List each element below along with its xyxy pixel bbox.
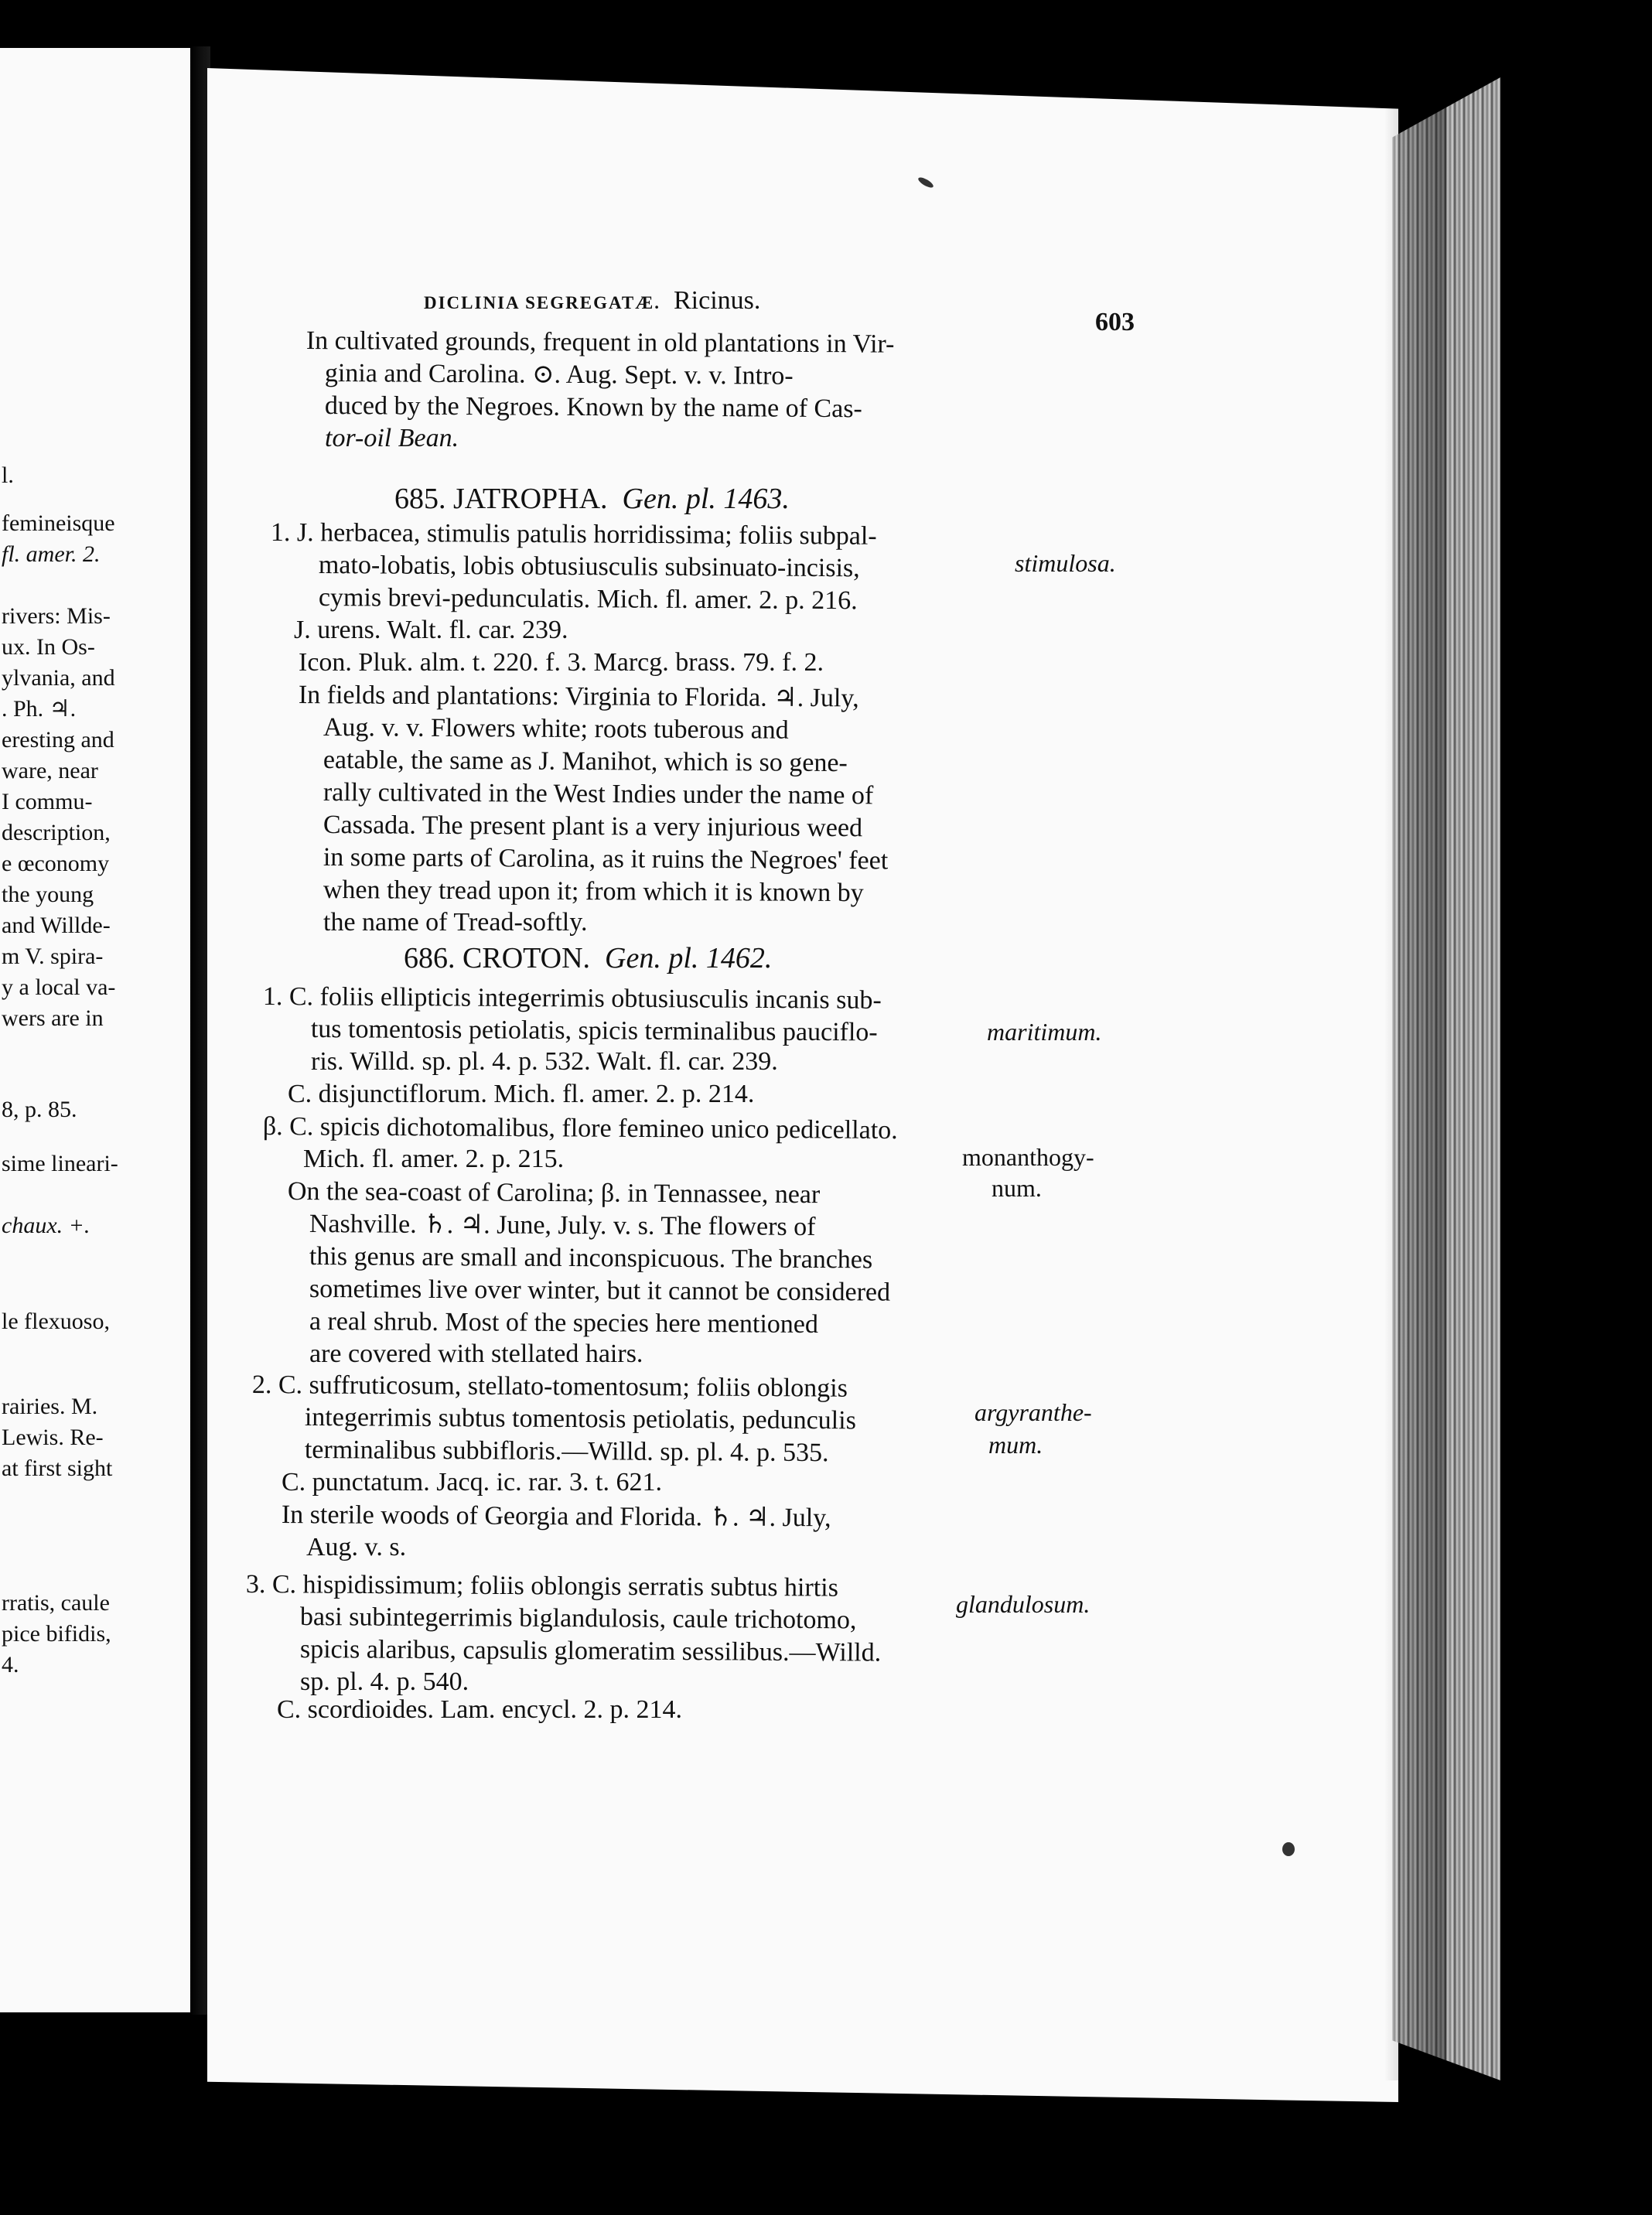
text-line: 1. J. herbacea, stimulis patulis horridissima; foliis subpal- [270,518,877,551]
text-line: terminalibus subbifloris.—Willd. sp. pl. 4. p. 535. [304,1435,829,1468]
text-line: 1. C. foliis ellipticis integerrimis obtusiusculis incanis sub- [262,982,882,1015]
text-line: C. disjunctiflorum. Mich. fl. amer. 2. p. 214. [288,1080,755,1108]
running-head [424,288,760,314]
text-line: eatable, the same as J. Manihot, which is so gene- [323,746,848,778]
left-line: pice bifidis, [2,1621,111,1647]
intro-line: In cultivated grounds, frequent in old plantations in Vir- [305,326,895,359]
margin-name: stimulosa. [1015,549,1116,577]
page-number: 603 [1095,308,1135,336]
genus-name: 686. CROTON. [404,942,591,974]
text-line: Aug. v. s. [306,1533,407,1561]
intro-line: duced by the Negroes. Known by the name of Cas- [324,391,862,424]
intro-line: tor-oil Bean. [325,424,459,452]
left-line: e œconomy [2,851,110,876]
text-line: basi subintegerrimis biglandulosis, caule trichotomo, [299,1602,857,1635]
left-line: rivers: Mis- [2,603,111,629]
text-line: ris. Willd. sp. pl. 4. p. 532. Walt. fl. car. 239. [311,1047,778,1076]
intro-line: ginia and Carolina. ⊙. Aug. Sept. v. v. Intro- [324,359,794,391]
text-line: J. urens. Walt. fl. car. 239. [294,616,568,644]
left-line: chaux. +. [2,1213,90,1238]
left-line: ux. In Os- [2,634,95,660]
print-speck [1282,1842,1295,1856]
left-line: l. [2,462,14,488]
left-page-fragment [0,48,190,2012]
left-line: I commu- [2,789,93,814]
text-line: cymis brevi-pedunculatis. Mich. fl. amer. 2. p. 216. [318,583,858,616]
left-line: 8, p. 85. [2,1097,77,1122]
text-line: tus tomentosis petiolatis, spicis terminalibus pauciflo- [310,1015,878,1047]
margin-name: glandulosum. [956,1590,1091,1618]
left-line: and Willde- [2,913,111,938]
text-line: are covered with stellated hairs. [309,1340,643,1368]
text-line: On the sea-coast of Carolina; β. in Tennassee, near [287,1177,821,1210]
text-line: this genus are small and inconspicuous. The branches [309,1242,873,1275]
left-line: description, [2,820,111,845]
left-line: rratis, caule [2,1590,110,1616]
margin-name: monanthogy- [962,1143,1094,1171]
left-line: Lewis. Re- [2,1425,104,1450]
left-line: the young [2,882,94,907]
left-line: y a local va- [2,974,116,1000]
text-line: rally cultivated in the West Indies under the name of [323,778,874,811]
genus-heading-685 [394,484,790,514]
page-edge-shadow [1384,77,1446,2080]
left-line: at first sight [2,1456,113,1481]
text-line: Cassada. The present plant is a very injurious weed [323,811,863,843]
genus-reference: Gen. pl. 1462. [605,942,773,974]
left-line: sime lineari- [2,1151,118,1176]
margin-name: maritimum. [987,1018,1102,1046]
text-line: 3. C. hispidissimum; foliis oblongis serratis subtus hirtis [245,1570,838,1602]
text-line: Icon. Pluk. alm. t. 220. f. 3. Marcg. brass. 79. f. 2. [299,648,824,677]
left-line: le flexuoso, [2,1309,110,1334]
left-line: eresting and [2,727,114,753]
text-line: the name of Tread-softly. [323,908,588,937]
text-line: integerrimis subtus tomentosis petiolatis, pedunculis [304,1403,856,1435]
running-head-genus: Ricinus. [673,286,761,315]
text-line: when they tread upon it; from which it is known by [323,875,864,908]
left-line: fl. amer. 2. [2,541,101,567]
text-line: spicis alaribus, capsulis glomeratim sessilibus.—Willd. [299,1635,882,1667]
text-line: 2. C. suffruticosum, stellato-tomentosum; foliis oblongis [251,1370,848,1403]
left-line: m V. spira- [2,944,104,969]
text-line: Aug. v. v. Flowers white; roots tuberous and [323,713,789,745]
margin-name: argyranthe- [974,1398,1092,1426]
left-line: wers are in [2,1005,104,1031]
margin-name: mum. [988,1431,1043,1459]
running-head-title: DICLINIA SEGREGATÆ. [424,293,660,312]
text-line: Mich. fl. amer. 2. p. 215. [303,1145,565,1173]
text-line: in some parts of Carolina, as it ruins the Negroes' feet [323,843,889,875]
text-line: sometimes live over winter, but it cannot be considered [309,1275,891,1307]
genus-reference: Gen. pl. 1463. [622,483,790,515]
left-line: . Ph. ♃. [2,696,77,722]
text-line: C. scordioides. Lam. encycl. 2. p. 214. [277,1695,683,1724]
left-line: ware, near [2,758,98,783]
genus-heading-686 [404,944,772,973]
text-line: β. C. spicis dichotomalibus, flore femineo unico pedicellato. [262,1112,898,1145]
text-line: sp. pl. 4. p. 540. [300,1667,469,1696]
left-line: rairies. M. [2,1394,98,1419]
text-line: mato-lobatis, lobis obtusiusculis subsinuato-incisis, [318,551,860,583]
text-line: a real shrub. Most of the species here mentioned [309,1307,819,1340]
text-line: Nashville. ♄. ♃. June, July. v. s. The flowers of [309,1210,816,1241]
margin-name: num. [992,1174,1042,1202]
left-line: ylvania, and [2,665,115,691]
genus-name: 685. JATROPHA. [394,483,608,515]
text-line: C. punctatum. Jacq. ic. rar. 3. t. 621. [282,1468,662,1497]
left-line: femineisque [2,510,115,536]
text-line: In sterile woods of Georgia and Florida. ♄. ♃. July, [281,1500,831,1533]
text-line: In fields and plantations: Virginia to Florida. ♃. July, [298,681,859,713]
left-line: 4. [2,1652,19,1677]
